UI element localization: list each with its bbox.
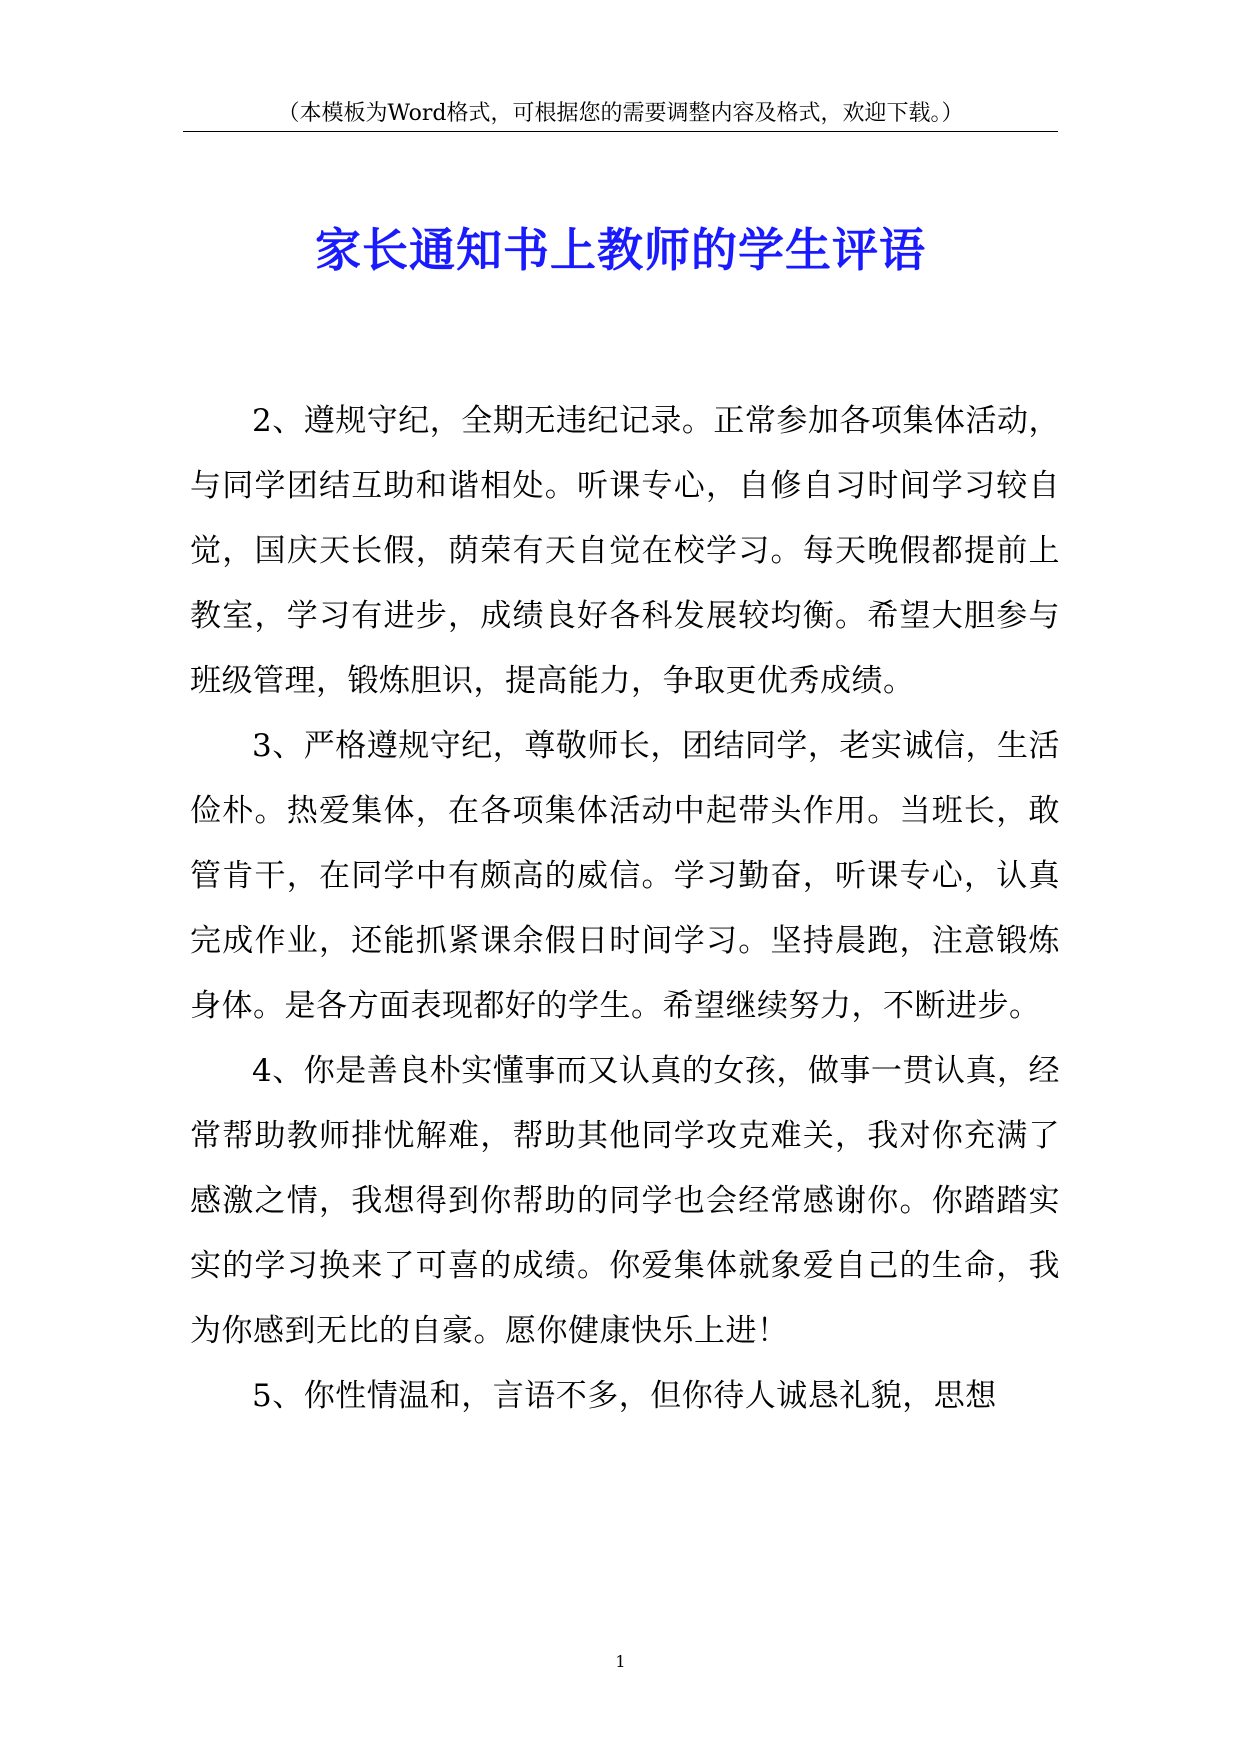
paragraph-4: 4、你是善良朴实懂事而又认真的女孩，做事一贯认真，经常帮助教师排忧解难，帮助其他同学攻克难关，我对你充满了感激之情，我想得到你帮助的同学也会经常感谢你。你踏踏实实的学习换来了可喜的成绩。你爱集体就象爱自己的生命，我为你感到无比的自豪。愿你健康快乐上进！ [190,1053,1060,1349]
header-divider [183,131,1058,132]
page-number: 1 [615,1652,626,1671]
document-title: 家长通知书上教师的学生评语 [315,223,926,277]
document-body [190,389,1060,1429]
paragraph-3: 3、严格遵规守纪，尊敬师长，团结同学，老实诚信，生活俭朴。热爱集体，在各项集体活动中起带头作用。当班长，敢管肯干，在同学中有颇高的威信。学习勤奋，听课专心，认真完成作业，还能抓紧课余假日时间学习。坚持晨跑，注意锻炼身体。是各方面表现都好的学生。希望继续努力，不断进步。 [190,728,1060,1024]
paragraph-2: 2、遵规守纪，全期无违纪记录。正常参加各项集体活动，与同学团结互助和谐相处。听课专心，自修自习时间学习较自觉，国庆天长假，荫荣有天自觉在校学习。每天晚假都提前上教室，学习有进步，成绩良好各科发展较均衡。希望大胆参与班级管理，锻炼胆识，提高能力，争取更优秀成绩。 [190,403,1060,699]
paragraph-5: 5、你性情温和，言语不多，但你待人诚恳礼貌，思想 [252,1378,997,1414]
header-note: （本模板为Word格式，可根据您的需要调整内容及格式，欢迎下载。） [277,101,964,126]
